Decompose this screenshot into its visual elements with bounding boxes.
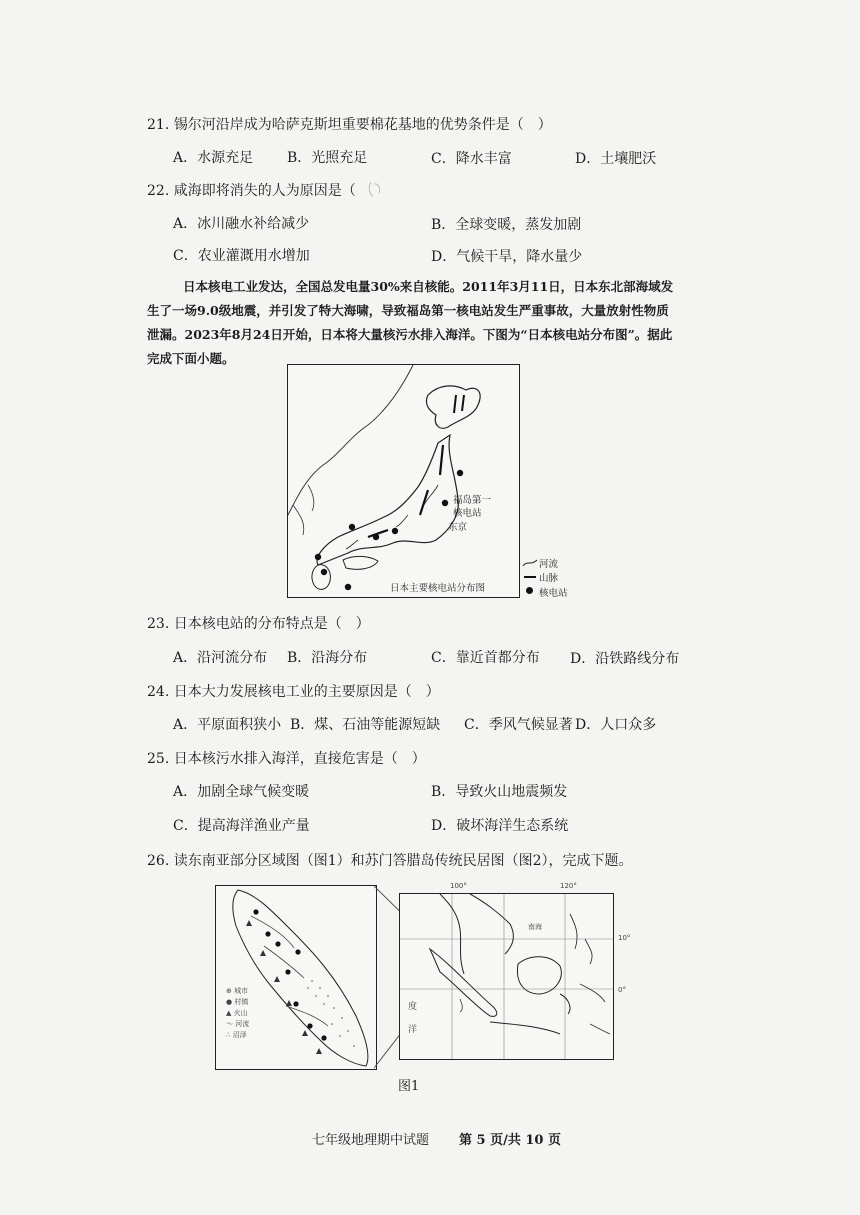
- ocean-char-1: 度: [408, 1002, 418, 1012]
- legend-town-label: ● 村镇: [226, 998, 249, 1006]
- legend-volcano-label: ▲ 火山: [226, 1009, 248, 1017]
- top-clipped-text: [150, 0, 590, 2]
- question-25-stem: 25. 日本核污水排入海洋，直接危害是（ ）: [147, 751, 426, 767]
- legend-river-label-2: ～ 河流: [226, 1020, 250, 1028]
- q23-option-a: A．沿河流分布: [173, 650, 268, 666]
- question-23-stem: 23. 日本核电站的分布特点是（ ）: [147, 616, 370, 632]
- legend-plant-label: 核电站: [539, 588, 568, 599]
- legend-city-label: ⊕ 城市: [226, 987, 249, 995]
- plant-legend-icon: [526, 587, 533, 594]
- q21-option-a: A．水源充足: [173, 150, 254, 166]
- q23-option-c: C．靠近首都分布: [431, 650, 540, 666]
- ocean-char-2: 洋: [408, 1025, 418, 1035]
- q22-option-d: D．气候干旱，降水量少: [431, 249, 583, 265]
- japan-nuclear-map: [287, 364, 520, 598]
- q22-option-a: A．冰川融水补给减少: [173, 216, 310, 232]
- q24-option-d: D．人口众多: [575, 717, 657, 733]
- fukushima-label-1: 福岛第一: [453, 495, 492, 506]
- mountain-legend-icon: [524, 576, 536, 578]
- q23-option-d: D．沿铁路线分布: [570, 651, 680, 667]
- passage-japan-nuclear: 日本核电工业发达，全国总发电量30%来自核能。2011年3月11日，日本东北部海域发 生了一场9.0级地震，并引发了特大海啸，导致福岛第一核电站发生严重事故，大量放射性物质 泄漏。2023年8月24日开始，日本将大量核污水排入海洋。下图为“日本核电站分布图”。据此 完成下面小题。: [147, 279, 674, 366]
- legend-river-label: 河流: [539, 559, 559, 570]
- handwritten-mark: [365, 178, 387, 200]
- q22-option-b: B．全球变暖，蒸发加剧: [431, 217, 582, 233]
- footer-subject: 七年级地理期中试题: [312, 1133, 430, 1148]
- q25-option-d: D．破坏海洋生态系统: [431, 818, 569, 834]
- japan-map-legend: [522, 556, 602, 604]
- lat-0-label: 0°: [618, 986, 626, 994]
- q24-option-a: A．平原面积狭小: [173, 717, 282, 733]
- q25-option-c: C．提高海洋渔业产量: [173, 818, 310, 834]
- q25-option-b: B．导致火山地震频发: [431, 784, 568, 800]
- q24-option-b: B．煤、石油等能源短缺: [290, 717, 441, 733]
- lon-120-label: 120°: [560, 882, 577, 890]
- legend-swamp-label: ∴ 沼泽: [226, 1031, 247, 1039]
- lat-10-label: 10°: [618, 934, 631, 942]
- lon-100-label: 100°: [450, 882, 467, 890]
- q25-option-a: A．加剧全球气候变暖: [173, 784, 310, 800]
- q22-option-c: C．农业灌溉用水增加: [173, 248, 310, 264]
- figure-1-caption: 图1: [398, 1079, 420, 1094]
- question-21-stem: 21. 锡尔河沿岸成为哈萨克斯坦重要棉花基地的优势条件是（ ）: [147, 117, 552, 133]
- q24-option-c: C．季风气候显著: [464, 717, 573, 733]
- japan-map-caption: 日本主要核电站分布图: [390, 583, 486, 594]
- q21-option-c: C．降水丰富: [431, 151, 512, 167]
- q21-option-b: B．光照充足: [287, 150, 368, 166]
- southeast-asia-map: [399, 882, 631, 1060]
- footer-page-number: 第 5 页/共 10 页: [459, 1133, 561, 1148]
- question-22-stem: 22. 咸海即将消失的人为原因是（: [147, 183, 356, 199]
- legend-mountain-label: 山脉: [539, 573, 559, 584]
- question-26-stem: 26. 读东南亚部分区域图（图1）和苏门答腊岛传统民居图（图2），完成下题。: [147, 853, 633, 869]
- q21-option-d: D．土壤肥沃: [575, 151, 657, 167]
- river-legend-icon: [522, 558, 538, 568]
- question-24-stem: 24. 日本大力发展核电工业的主要原因是（ ）: [147, 684, 440, 700]
- tokyo-label: 东京: [448, 522, 468, 533]
- sumatra-inset-map: [215, 885, 377, 1070]
- fukushima-label-2: 核电站: [453, 508, 482, 519]
- south-sea-label: 南海: [528, 923, 542, 931]
- q23-option-b: B．沿海分布: [287, 650, 368, 666]
